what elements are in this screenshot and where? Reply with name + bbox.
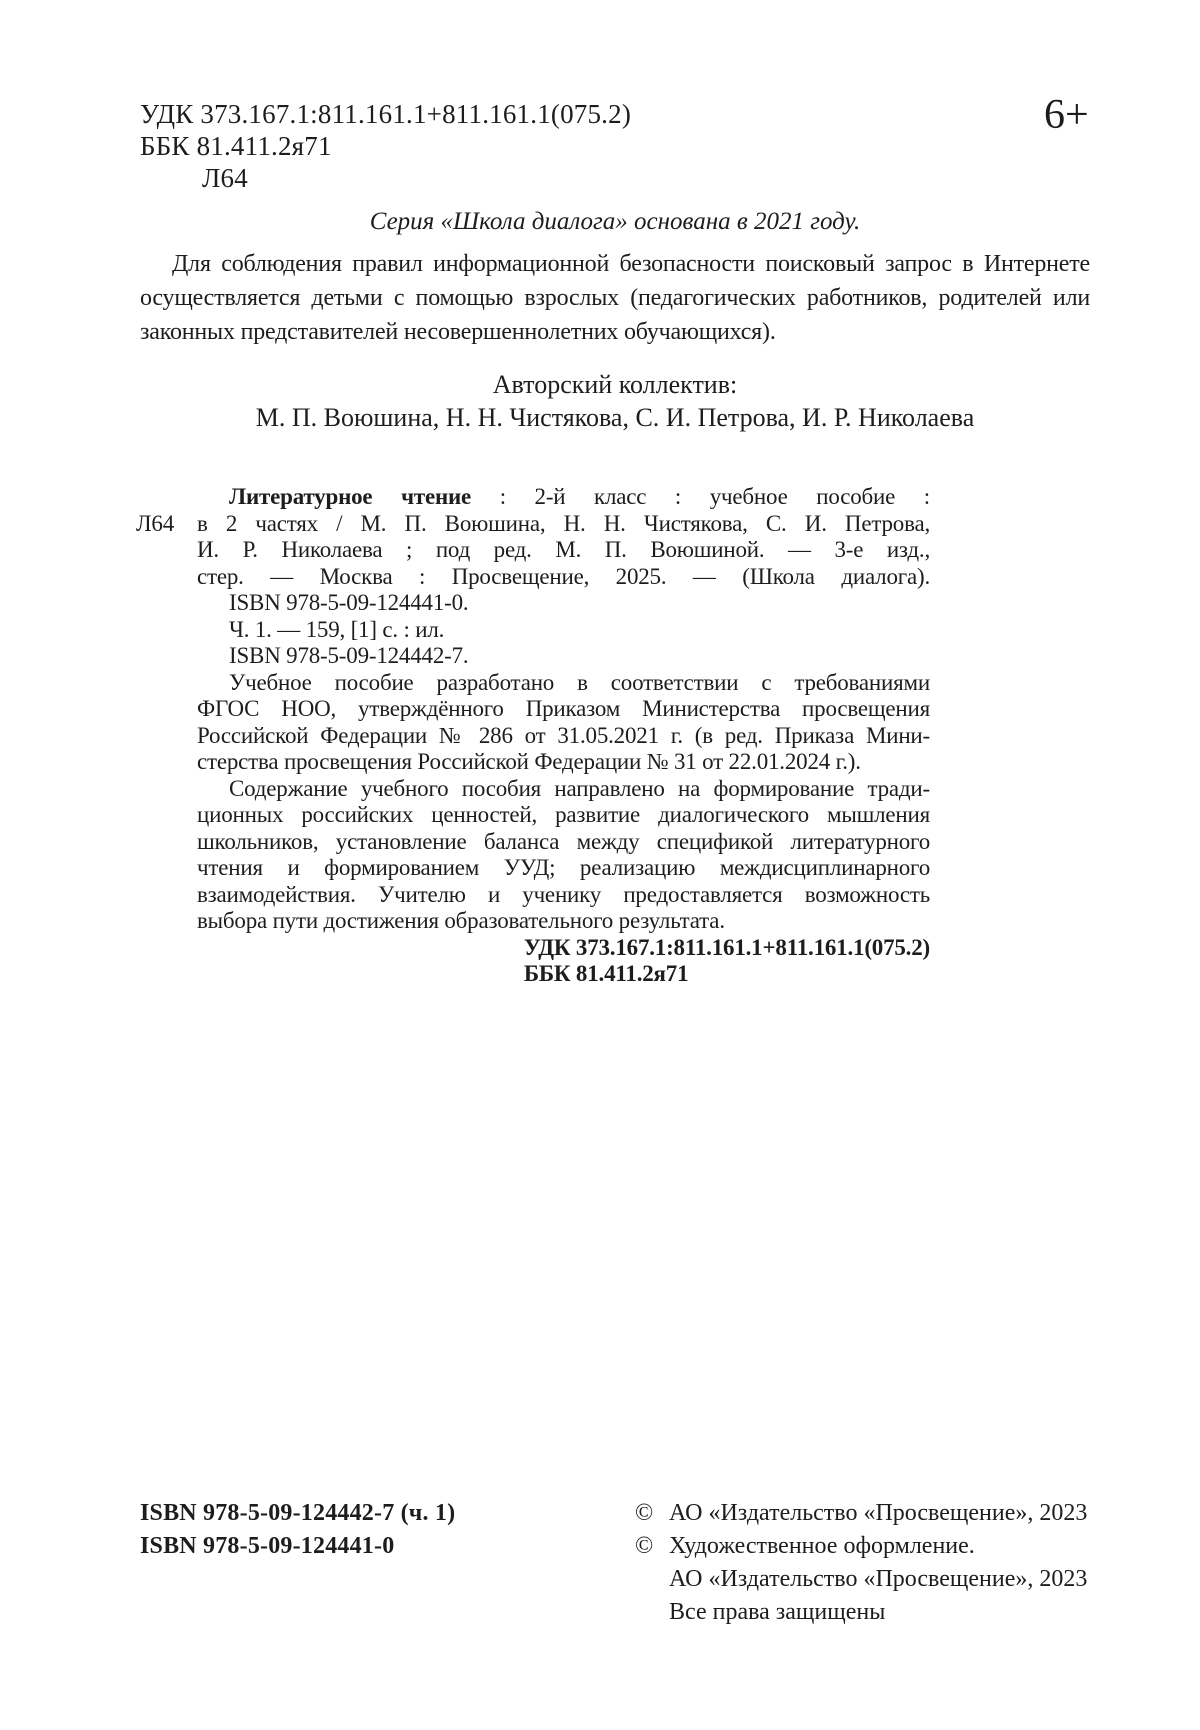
copyright-row bbox=[635, 1497, 1115, 1530]
copyright-mark bbox=[635, 1563, 669, 1596]
catalog-card bbox=[136, 484, 930, 988]
card-margin-code: Л64 bbox=[136, 511, 174, 536]
copyright-mark: © bbox=[635, 1500, 654, 1526]
copyright-row bbox=[635, 1530, 1115, 1563]
copyright-row bbox=[635, 1563, 1115, 1596]
safety-notice-line: осуществляется детьми с помощью взрослых (педагогических работников, родителей или bbox=[140, 285, 1090, 311]
content-paragraph-line: взаимодействия. Учителю и ученику предоставляется возможность bbox=[197, 881, 930, 907]
authors-heading: Авторский коллектив: bbox=[492, 370, 738, 399]
top-bibliographic-codes bbox=[140, 98, 631, 194]
fgos-paragraph-line: Учебное пособие разработано в соответствии с требованиями bbox=[229, 669, 930, 695]
content-paragraph-line: школьников, установление баланса между спецификой литературного bbox=[197, 828, 930, 854]
content-paragraph-line: чтения и формированием УУД; реализацию междисциплинарного bbox=[197, 855, 930, 880]
card-desc-line: в 2 частях / М. П. Воюшина, Н. Н. Чистякова, С. И. Петрова, bbox=[197, 510, 930, 536]
content-paragraph-line: выбора пути достижения образовательного результата. bbox=[197, 908, 725, 933]
authors-names: М. П. Воюшина, Н. Н. Чистякова, С. И. Петрова, И. Р. Николаева bbox=[255, 403, 975, 432]
safety-notice-line: Для соблюдения правил информационной безопасности поисковый запрос в Интернете bbox=[172, 251, 1090, 277]
copyright-text: АО «Издательство «Просвещение», 2023 bbox=[669, 1500, 1088, 1526]
content-paragraph-line: Содержание учебного пособия направлено на формирование тради- bbox=[229, 775, 930, 801]
age-rating-badge: 6+ bbox=[1044, 92, 1089, 138]
card-title-line bbox=[197, 484, 930, 511]
card-desc-line: И. Р. Николаева ; под ред. М. П. Воюшиной. — 3-е изд., bbox=[197, 537, 930, 562]
series-note: Серия «Школа диалога» основана в 2021 году. bbox=[369, 208, 861, 235]
catalog-card-body bbox=[140, 484, 930, 988]
copyright-mark: © bbox=[635, 1533, 654, 1559]
safety-notice-line: законных представителей несовершеннолетних обучающихся). bbox=[140, 319, 776, 345]
card-desc-line: стер. — Москва : Просвещение, 2025. — (Школа диалога). bbox=[197, 563, 930, 589]
fgos-paragraph-line: Российской Федерации № 286 от 31.05.2021 г. (в ред. Приказа Мини- bbox=[197, 722, 930, 748]
content-paragraph-line: ционных российских ценностей, развитие диалогического мышления bbox=[197, 802, 930, 827]
copyright-text: АО «Издательство «Просвещение», 2023 bbox=[669, 1566, 1088, 1592]
card-udk-code: УДК 373.167.1:811.161.1+811.161.1(075.2) bbox=[523, 934, 930, 960]
footer-isbn-part: ISBN 978-5-09-124442-7 (ч. 1) bbox=[140, 1500, 456, 1526]
card-isbn-first: ISBN 978-5-09-124441-0. bbox=[229, 590, 469, 615]
author-sign-code: Л64 bbox=[202, 163, 248, 193]
card-isbn-part: ISBN 978-5-09-124442-7. bbox=[229, 643, 469, 668]
footer-isbn-full: ISBN 978-5-09-124441-0 bbox=[140, 1533, 395, 1559]
card-part-line: Ч. 1. — 159, [1] с. : ил. bbox=[229, 616, 445, 642]
fgos-paragraph-line: стерства просвещения Российской Федерации № 31 от 22.01.2024 г.). bbox=[197, 749, 861, 774]
safety-notice bbox=[140, 247, 1090, 349]
copyright-mark bbox=[635, 1596, 669, 1629]
copyright-text: Все права защищены bbox=[669, 1599, 886, 1625]
udk-code: УДК 373.167.1:811.161.1+811.161.1(075.2) bbox=[140, 99, 632, 129]
card-title-bold: Литературное чтение bbox=[229, 484, 472, 509]
bbk-code: ББК 81.411.2я71 bbox=[140, 131, 332, 161]
content-paragraph bbox=[197, 776, 930, 935]
card-codes-block bbox=[197, 935, 930, 988]
copyright-row bbox=[635, 1596, 1115, 1629]
card-title-rest: : 2-й класс : учебное пособие : bbox=[471, 484, 930, 509]
copyright-block bbox=[635, 1497, 1115, 1629]
card-bbk-code: ББК 81.411.2я71 bbox=[523, 961, 689, 986]
footer-isbn-block bbox=[140, 1497, 455, 1563]
fgos-paragraph bbox=[197, 670, 930, 776]
copyright-text: Художественное оформление. bbox=[669, 1533, 975, 1559]
fgos-paragraph-line: ФГОС НОО, утверждённого Приказом Министерства просвещения bbox=[197, 696, 930, 721]
